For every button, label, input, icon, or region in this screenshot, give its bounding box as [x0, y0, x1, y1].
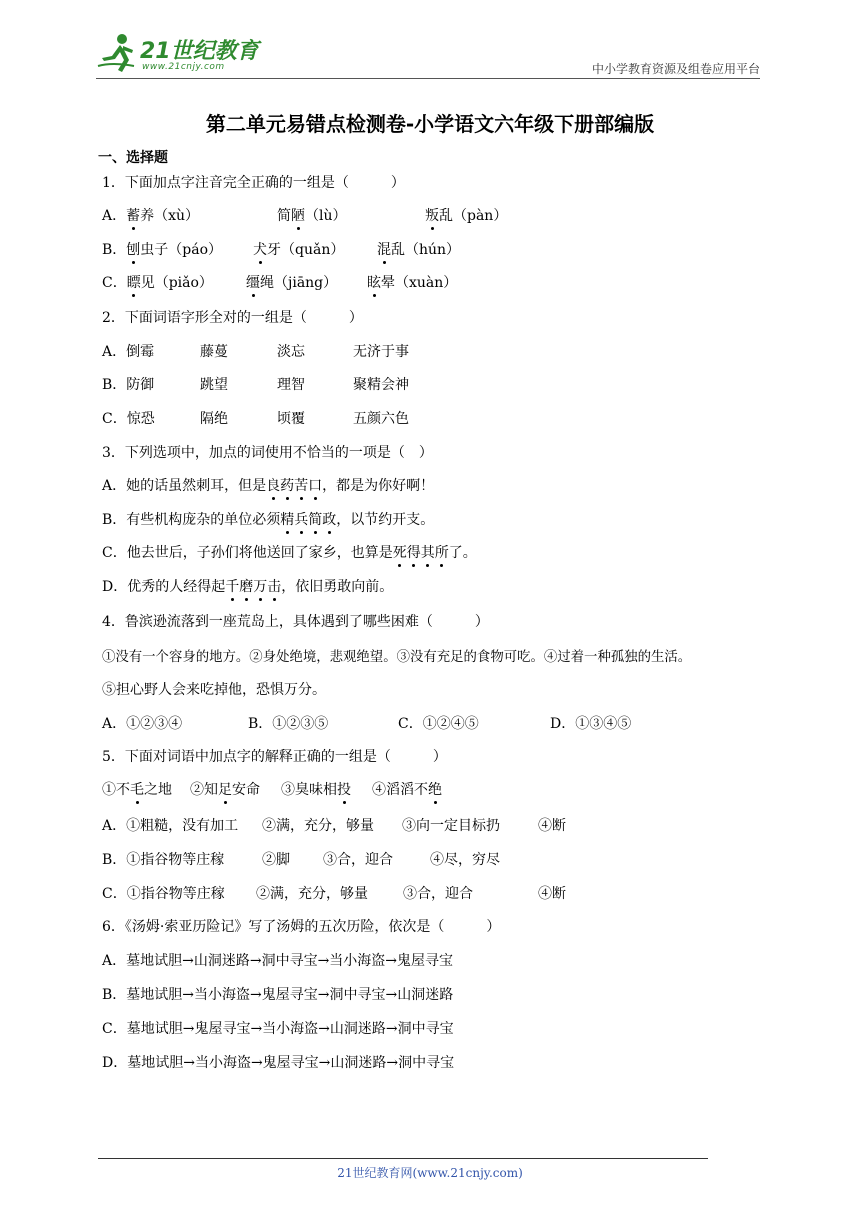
dotted-char: 眩: [367, 275, 381, 291]
dotted-char: 足: [218, 782, 232, 798]
q3-option-d[interactable]: [102, 577, 393, 597]
option-text: C．他去世后，子孙们将他送回了家乡，也算是: [102, 545, 393, 561]
dotted-char: 绝: [428, 782, 442, 798]
q5-meaning: ②满，充分，够量: [256, 886, 368, 902]
option-text: 乱（pàn）: [439, 208, 508, 224]
q2-word: 淡忘: [277, 344, 305, 360]
q2-word: 聚精会神: [353, 377, 409, 393]
runner-logo-icon: [96, 32, 138, 74]
dotted-char: 口: [308, 478, 323, 494]
q2-word: 无济于事: [353, 344, 409, 360]
q2-word: 跳望: [200, 377, 228, 393]
dotted-char: 磨: [239, 579, 254, 595]
word-text: 安命: [232, 782, 260, 798]
footer-link[interactable]: 21世纪教育网(www.21cnjy.com): [337, 1166, 523, 1180]
dotted-word: [266, 478, 322, 494]
q5-meaning: ④断: [538, 818, 566, 834]
q1-option-b-word-3: [377, 240, 460, 260]
page-title: 第二单元易错点检测卷-小学语文六年级下册部编版: [205, 112, 655, 136]
q5-meaning: ③合，迎合: [403, 886, 473, 902]
q1-option-a-word-2: [277, 206, 347, 226]
q5-meaning: ④断: [538, 886, 566, 902]
option-label: B．: [102, 242, 127, 258]
question-6-stem: 6．《汤姆·索亚历险记》写了汤姆的五次历险，依次是（ ）: [102, 919, 501, 935]
q5-meaning: ③向一定目标扔: [402, 818, 500, 834]
word-number: ④: [372, 782, 386, 798]
q5-word-4: [372, 780, 442, 800]
dotted-char: 瞟: [126, 275, 141, 291]
q3-option-a[interactable]: [102, 476, 434, 496]
dotted-char: 刨: [126, 242, 141, 258]
option-text: 绳（jiāng）: [260, 275, 338, 291]
q1-option-c[interactable]: [102, 273, 213, 293]
q4-option-c[interactable]: C．①②④⑤: [398, 716, 479, 732]
q5-meaning: ②脚: [262, 852, 290, 868]
dotted-char: 蓄: [126, 208, 141, 224]
q1-option-b-word-2: [253, 240, 344, 260]
dotted-char: 苦: [294, 478, 309, 494]
q2-word: 理智: [277, 377, 305, 393]
q1-option-c-word-3: [367, 273, 457, 293]
dotted-char: 千: [225, 579, 240, 595]
question-3-stem: 3．下列选项中，加点的词使用不恰当的一项是（ ）: [102, 445, 433, 461]
dotted-char: 良: [266, 478, 281, 494]
option-text: 虫子（páo）: [140, 242, 223, 258]
option-text: B．有些机构庞杂的单位必须: [102, 512, 281, 528]
q1-option-c-word-2: [246, 273, 337, 293]
dotted-char: 死: [392, 545, 407, 561]
question-1-stem: 1．下面加点字注音完全正确的一组是（ ）: [102, 175, 405, 191]
q6-option-a[interactable]: A．墓地试胆→山洞迷路→洞中寻宝→当小海盗→鬼屋寻宝: [102, 953, 454, 969]
page-header: [96, 30, 760, 80]
q1-option-a-word-3: [425, 206, 507, 226]
dotted-char: 叛: [425, 208, 439, 224]
q3-option-b[interactable]: [102, 510, 434, 530]
dotted-char: 兵: [294, 512, 309, 528]
question-4-stem: 4．鲁滨逊流落到一座荒岛上，具体遇到了哪些困难（ ）: [102, 614, 489, 630]
q5-option-b[interactable]: B．①指谷物等庄稼: [102, 852, 225, 868]
word-text: 臭味相: [295, 782, 337, 798]
dotted-char: 药: [280, 478, 295, 494]
option-text: 见（piǎo）: [140, 275, 213, 291]
logo-title: 21世纪教育: [140, 39, 259, 64]
dotted-char: 陋: [291, 208, 305, 224]
footer-divider: [98, 1158, 708, 1159]
option-text: 牙（quǎn）: [267, 242, 345, 258]
dotted-char: 所: [434, 545, 449, 561]
q3-option-c[interactable]: [102, 543, 477, 563]
q1-option-b[interactable]: [102, 240, 222, 260]
q4-text-line-1: ①没有一个容身的地方。②身处绝境，悲观绝望。③没有充足的食物可吃。④过着一种孤独的生活。: [102, 650, 692, 665]
option-text: ，以节约开支。: [336, 512, 435, 528]
dotted-char: 毛: [130, 782, 144, 798]
option-text: 了。: [448, 545, 477, 561]
logo-url: www.21cnjy.com: [142, 62, 225, 72]
option-text: ，依旧勇敢向前。: [281, 579, 394, 595]
q5-word-2: [190, 780, 260, 800]
q6-option-c[interactable]: C．墓地试胆→鬼屋寻宝→当小海盗→山洞迷路→洞中寻宝: [102, 1021, 454, 1037]
q5-meaning: ②满，充分，够量: [262, 818, 374, 834]
q4-option-a[interactable]: A．①②③④: [102, 716, 183, 732]
question-5-stem: 5．下面对词语中加点字的解释正确的一组是（ ）: [102, 749, 447, 765]
dotted-word: [393, 545, 449, 561]
option-label: C．: [102, 275, 127, 291]
option-label: A．: [102, 208, 127, 224]
dotted-word: [225, 579, 281, 595]
dotted-char: 混: [377, 242, 391, 258]
dotted-char: 得: [406, 545, 421, 561]
question-2-stem: 2．下面词语字形全对的一组是（ ）: [102, 310, 363, 326]
q5-word-3: [281, 780, 351, 800]
word-text: 滔滔不: [386, 782, 428, 798]
option-text: 乱（hún）: [391, 242, 461, 258]
q6-option-d[interactable]: D．墓地试胆→当小海盗→鬼屋寻宝→山洞迷路→洞中寻宝: [102, 1055, 455, 1071]
dotted-char: 缰: [246, 275, 260, 291]
option-text: A．她的话虽然刺耳，但是: [102, 478, 267, 494]
option-text: 养（xù）: [140, 208, 200, 224]
dotted-word: [280, 512, 336, 528]
q6-option-b[interactable]: B．墓地试胆→当小海盗→鬼屋寻宝→洞中寻宝→山洞迷路: [102, 987, 454, 1003]
word-number: ③: [281, 782, 295, 798]
dotted-char: 精: [280, 512, 295, 528]
dotted-char: 万: [253, 579, 268, 595]
dotted-char: 其: [420, 545, 435, 561]
q2-word: 五颜六色: [353, 411, 409, 427]
header-divider: [96, 78, 760, 79]
word-number: ①: [102, 782, 116, 798]
site-logo[interactable]: [96, 32, 266, 76]
q4-text-line-2: ⑤担心野人会来吃掉他，恐惧万分。: [102, 682, 326, 698]
q2-option-c[interactable]: C．惊恐: [102, 411, 155, 427]
dotted-char: 简: [308, 512, 323, 528]
q1-option-a[interactable]: [102, 206, 199, 226]
q5-meaning: ④尽，穷尽: [430, 852, 500, 868]
q5-option-c[interactable]: C．①指谷物等庄稼: [102, 886, 225, 902]
word-text: 不: [116, 782, 130, 798]
q4-option-b[interactable]: B．①②③⑤: [248, 716, 329, 732]
option-text: D．优秀的人经得起: [102, 579, 226, 595]
q2-word: 藤蔓: [200, 344, 228, 360]
dotted-char: 击: [267, 579, 282, 595]
q4-option-d[interactable]: D．①③④⑤: [550, 716, 632, 732]
q5-option-a[interactable]: A．①粗糙，没有加工: [102, 818, 239, 834]
platform-name: 中小学教育资源及组卷应用平台: [591, 62, 760, 76]
q2-option-b[interactable]: B．防御: [102, 377, 155, 393]
q5-meaning: ③合，迎合: [323, 852, 393, 868]
dotted-char: 投: [337, 782, 351, 798]
q2-option-a[interactable]: A．倒霉: [102, 344, 155, 360]
section-heading: 一、选择题: [98, 150, 168, 166]
dotted-char: 犬: [253, 242, 267, 258]
option-text: ，都是为你好啊！: [322, 478, 435, 494]
word-number: ②: [190, 782, 204, 798]
dotted-char: 政: [322, 512, 337, 528]
q2-word: 隔绝: [200, 411, 228, 427]
option-text: （lù）: [305, 208, 347, 224]
q5-word-1: [102, 780, 172, 800]
word-text: 之地: [144, 782, 172, 798]
word-text: 知: [204, 782, 218, 798]
option-text: 晕（xuàn）: [381, 275, 458, 291]
q2-word: 顷覆: [277, 411, 305, 427]
option-text: 简: [277, 208, 291, 224]
